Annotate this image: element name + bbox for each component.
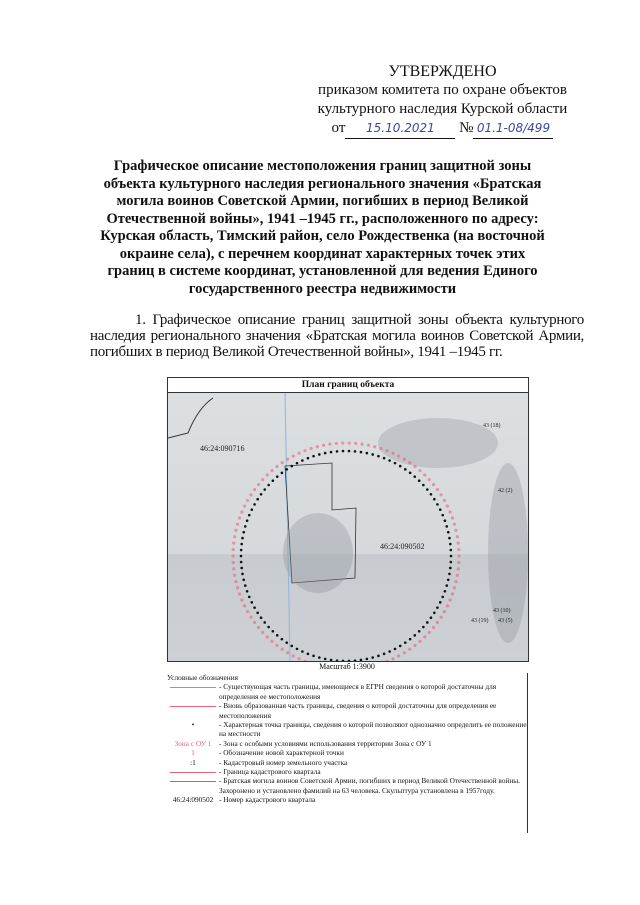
point-label-mark — [297, 452, 300, 455]
boundary-point — [242, 531, 245, 534]
point-label-mark — [232, 561, 235, 564]
from-label: от — [331, 120, 346, 136]
boundary-point — [394, 648, 397, 651]
boundary-point — [441, 514, 444, 517]
boundary-point — [318, 453, 321, 456]
boundary-point — [267, 626, 270, 629]
parcel-label: 43 (18) — [483, 423, 501, 429]
boundary-point — [448, 537, 451, 540]
point-label-mark — [443, 499, 446, 502]
boundary-point — [307, 457, 310, 460]
terrain — [283, 513, 353, 593]
point-label-mark — [457, 554, 460, 557]
boundary-point — [276, 634, 279, 637]
point-label-mark — [443, 610, 446, 613]
point-label-mark — [373, 445, 376, 448]
boundary-point — [377, 455, 380, 458]
map-title: План границ объекта — [168, 378, 528, 393]
point-label-mark — [385, 660, 388, 661]
point-label-mark — [257, 626, 260, 629]
point-label-mark — [240, 598, 243, 601]
boundary-point — [450, 561, 453, 564]
boundary-point — [444, 590, 447, 593]
parcel-label: 43 (19) — [471, 618, 489, 624]
boundary-point — [253, 503, 256, 506]
point-label-mark — [309, 447, 312, 450]
boundary-point — [354, 450, 357, 453]
legend-item — [167, 739, 527, 748]
point-label-mark — [367, 444, 370, 447]
point-label-mark — [385, 449, 388, 452]
point-label-mark — [453, 523, 456, 526]
boundary-point — [330, 451, 333, 454]
boundary-point — [436, 503, 439, 506]
road-line — [168, 398, 213, 438]
boundary-point — [281, 472, 284, 475]
point-label-mark — [232, 567, 235, 570]
legend-symbol: 1 — [191, 748, 195, 758]
point-label-mark — [436, 621, 439, 624]
boundary-point — [281, 638, 284, 641]
legend-symbol — [167, 767, 219, 776]
approval-line: культурного наследия Курской области — [317, 101, 568, 117]
approval-heading: УТВЕРЖДЕНО — [388, 63, 497, 80]
boundary-point — [409, 638, 412, 641]
point-label-mark — [423, 635, 426, 638]
boundary-point — [318, 656, 321, 659]
point-label-mark — [446, 505, 449, 508]
boundary-point — [449, 567, 452, 570]
point-label-mark — [266, 473, 269, 476]
legend-text: - Кадастровый номер земельного участка — [219, 757, 348, 767]
point-label-mark — [413, 644, 416, 647]
boundary-point — [366, 658, 369, 661]
boundary-point — [260, 616, 263, 619]
boundary-point — [433, 498, 436, 501]
point-label-mark — [236, 586, 239, 589]
boundary-point — [285, 641, 288, 644]
point-label-mark — [453, 586, 456, 589]
boundary-point — [248, 596, 251, 599]
boundary-point — [422, 626, 425, 629]
boundary-point — [430, 616, 433, 619]
point-label-mark — [232, 542, 235, 545]
point-label-mark — [391, 452, 394, 455]
point-label-mark — [335, 442, 338, 445]
point-label-mark — [246, 610, 249, 613]
legend-symbol: Зона с ОУ 1 — [174, 738, 212, 748]
point-label-mark — [234, 529, 237, 532]
boundary-point — [296, 462, 299, 465]
point-label-mark — [266, 635, 269, 638]
legend-text: - Братская могила воинов Советской Армии, погибших в период Великой Отечественной войны. Захоронено и установлено фамилий на 63 человека. Скульптура установлена в 1957году. — [219, 776, 521, 795]
legend-item — [167, 682, 527, 701]
boundary-point — [248, 514, 251, 517]
map-scale: Масштаб 1:3900 — [319, 662, 375, 671]
boundary-point — [240, 567, 243, 570]
point-label-mark — [457, 542, 460, 545]
legend-line — [170, 706, 216, 707]
legend-text: - Характерная точка границы, сведения о которой позволяют однозначно определить ее положение на местности — [219, 720, 527, 739]
point-label-mark — [243, 505, 246, 508]
boundary-point — [348, 660, 351, 661]
point-label-mark — [297, 657, 300, 660]
legend-symbol — [167, 701, 219, 720]
boundary-point — [354, 659, 357, 661]
number-label: № — [459, 120, 474, 136]
boundary-point — [256, 498, 259, 501]
boundary-point — [242, 578, 245, 581]
point-label-mark — [238, 516, 241, 519]
point-label-mark — [236, 523, 239, 526]
point-label-mark — [457, 548, 460, 551]
boundary-point — [241, 537, 244, 540]
boundary-point — [388, 650, 391, 653]
boundary-point — [250, 508, 253, 511]
point-label-mark — [413, 465, 416, 468]
boundary-point — [256, 611, 259, 614]
boundary-point — [383, 653, 386, 656]
boundary-point — [399, 645, 402, 648]
boundary-point — [241, 573, 244, 576]
boundary-point — [404, 641, 407, 644]
point-label-mark — [316, 445, 319, 448]
boundary-point — [263, 621, 266, 624]
boundary-point — [244, 584, 247, 587]
boundary-point — [296, 648, 299, 651]
point-label-mark — [253, 621, 256, 624]
approval-line: приказом комитета по охране объектов — [318, 82, 567, 98]
legend-line — [170, 772, 216, 773]
point-label-mark — [457, 561, 460, 564]
point-label-mark — [249, 493, 252, 496]
boundary-point — [450, 555, 453, 558]
legend-text: - Существующая часть границы, имеющиеся в ЕГРН сведения о которой достаточны для определения ее местоположения — [219, 682, 497, 701]
point-label-mark — [448, 598, 451, 601]
point-label-mark — [243, 604, 246, 607]
point-label-mark — [423, 473, 426, 476]
point-label-mark — [270, 469, 273, 472]
legend-item — [167, 758, 527, 767]
boundary-point — [348, 450, 351, 453]
point-label-mark — [240, 510, 243, 513]
approval-block — [305, 62, 580, 139]
point-label-mark — [360, 443, 363, 446]
point-label-mark — [261, 631, 264, 634]
boundary-point — [445, 525, 448, 528]
boundary-point — [445, 584, 448, 587]
boundary-point — [388, 459, 391, 462]
legend-item — [167, 795, 527, 804]
boundary-point — [285, 468, 288, 471]
boundary-point — [413, 475, 416, 478]
legend-item — [167, 767, 527, 776]
point-label-mark — [408, 461, 411, 464]
boundary-point — [342, 450, 345, 453]
quarter-boundary — [285, 393, 290, 661]
boundary-point — [371, 453, 374, 456]
point-label-mark — [391, 657, 394, 660]
boundary-point — [439, 508, 442, 511]
boundary-point — [441, 596, 444, 599]
legend-line — [170, 781, 216, 782]
point-label-mark — [418, 640, 421, 643]
boundary-point — [447, 531, 450, 534]
point-label-mark — [270, 640, 273, 643]
boundary-point — [263, 488, 266, 491]
point-label-mark — [292, 654, 295, 657]
point-label-mark — [418, 469, 421, 472]
boundary-point — [433, 611, 436, 614]
legend-item — [167, 748, 527, 757]
map-legend — [167, 673, 528, 833]
point-label-mark — [292, 454, 295, 457]
point-label-mark — [432, 626, 435, 629]
point-label-mark — [275, 644, 278, 647]
boundary-point — [240, 543, 243, 546]
point-label-mark — [379, 447, 382, 450]
legend-symbol — [167, 776, 219, 795]
boundary-point — [267, 484, 270, 487]
approval-number: 01.1-08/499 — [473, 119, 553, 139]
point-label-mark — [428, 478, 431, 481]
point-label-mark — [261, 478, 264, 481]
boundary-point — [250, 601, 253, 604]
boundary-point — [330, 659, 333, 661]
boundary-point — [422, 484, 425, 487]
boundary-point — [260, 493, 263, 496]
point-label-mark — [454, 529, 457, 532]
boundary-point — [290, 465, 293, 468]
boundary-point — [307, 653, 310, 656]
point-label-mark — [439, 615, 442, 618]
boundary-point — [449, 543, 452, 546]
boundary-point — [276, 475, 279, 478]
point-label-mark — [281, 461, 284, 464]
approval-date-number — [305, 119, 580, 139]
parcel-label: 43 (10) — [493, 608, 511, 614]
boundary-point — [253, 606, 256, 609]
boundary-point — [324, 658, 327, 661]
boundary-point — [244, 525, 247, 528]
boundary-point — [240, 549, 243, 552]
point-label-mark — [448, 510, 451, 513]
boundary-point — [336, 659, 339, 661]
boundary-point — [404, 468, 407, 471]
boundary-point — [272, 630, 275, 633]
boundary-point — [324, 452, 327, 455]
point-label-mark — [328, 443, 331, 446]
point-label-mark — [231, 554, 234, 557]
terrain — [378, 418, 498, 468]
boundary-point — [336, 450, 339, 453]
point-label-mark — [341, 441, 344, 444]
boundary-point — [312, 655, 315, 658]
boundary-point — [413, 634, 416, 637]
section-paragraph: 1. Графическое описание границ защитной зоны объекта культурного наследия регионального значения «Братская могила воинов Советской Армии, погибших в период Великой Отечественной войны», 1941 –1945 гг. — [90, 312, 584, 360]
legend-symbol: • — [191, 720, 195, 730]
boundary-point — [246, 590, 249, 593]
boundary-point — [290, 645, 293, 648]
legend-item — [167, 720, 527, 739]
boundary-point — [383, 457, 386, 460]
boundary-point — [246, 519, 249, 522]
point-label-mark — [403, 458, 406, 461]
boundary-point — [430, 493, 433, 496]
parcel-label: 43 (5) — [498, 618, 513, 624]
aerial-map — [168, 393, 528, 661]
boundary-point — [450, 549, 453, 552]
point-label-mark — [281, 648, 284, 651]
boundary-point — [240, 561, 243, 564]
boundary-point — [409, 472, 412, 475]
point-label-mark — [457, 567, 460, 570]
point-label-mark — [322, 444, 325, 447]
point-label-mark — [233, 535, 236, 538]
point-label-mark — [286, 458, 289, 461]
boundary-point — [436, 606, 439, 609]
point-label-mark — [275, 465, 278, 468]
point-label-mark — [446, 604, 449, 607]
point-label-mark — [436, 488, 439, 491]
point-label-mark — [249, 615, 252, 618]
point-label-mark — [354, 442, 357, 445]
legend-symbol — [167, 682, 219, 701]
point-label-mark — [451, 516, 454, 519]
legend-text: - Обозначение новой характерной точки — [219, 748, 344, 758]
quarter-label: 46:24:090716 — [200, 444, 245, 453]
point-label-mark — [456, 574, 459, 577]
point-label-mark — [454, 580, 457, 583]
point-label-mark — [456, 535, 459, 538]
point-label-mark — [303, 660, 306, 661]
boundary-point — [448, 573, 451, 576]
legend-symbol: :1 — [190, 757, 196, 767]
legend-item — [167, 701, 527, 720]
boundary-point — [272, 479, 275, 482]
point-label-mark — [403, 651, 406, 654]
point-label-mark — [439, 493, 442, 496]
legend-item — [167, 776, 527, 795]
legend-line — [170, 687, 216, 688]
boundary-point — [439, 601, 442, 604]
legend-heading: Условные обозначения — [167, 673, 238, 682]
point-label-mark — [286, 651, 289, 654]
boundary-point — [360, 659, 363, 661]
point-label-mark — [432, 483, 435, 486]
point-label-mark — [233, 574, 236, 577]
boundary-point — [399, 465, 402, 468]
boundary-point — [240, 555, 243, 558]
document-title: Графическое описание местоположения границ защитной зоны объекта культурного наследия регионального значения «Братская могила воинов Советской Армии, погибших в период Великой Отечественной войны», 1941 –1945 гг., расположенного по адресу: Курская область, Тимский район, село Рождественка (на восточной окраине села), с перечнем координат характерных точек этих границ в системе координат, установленной для ведения Единого государственного реестра недвижимости — [100, 158, 545, 297]
point-label-mark — [257, 483, 260, 486]
boundary-point — [360, 451, 363, 454]
point-label-mark — [428, 631, 431, 634]
boundary-point — [447, 578, 450, 581]
boundary-point — [371, 656, 374, 659]
approval-date: 15.10.2021 — [345, 119, 455, 139]
boundary-point — [342, 660, 345, 661]
boundary-point — [444, 519, 447, 522]
boundary-point — [366, 452, 369, 455]
boundary-point — [301, 650, 304, 653]
boundary-point — [394, 462, 397, 465]
legend-text: - Зона с особыми условиями использования территории Зона с ОУ 1 — [219, 738, 432, 748]
point-label-mark — [253, 488, 256, 491]
legend-text: - Номер кадастрового квартала — [219, 795, 316, 805]
legend-text: - Граница кадастрового квартала — [219, 767, 321, 777]
point-label-mark — [234, 580, 237, 583]
point-label-mark — [303, 449, 306, 452]
boundary-point — [418, 479, 421, 482]
boundary-point — [426, 488, 429, 491]
boundary-point — [426, 621, 429, 624]
point-label-mark — [232, 548, 235, 551]
point-label-mark — [451, 592, 454, 595]
point-label-mark — [408, 648, 411, 651]
boundary-map — [167, 377, 529, 662]
legend-text: - Вновь образованная часть границы, сведения о которой достаточны для определения ее местоположения — [219, 701, 497, 720]
quarter-label: 46:24:090502 — [380, 542, 425, 551]
point-label-mark — [348, 441, 351, 444]
boundary-point — [301, 459, 304, 462]
point-label-mark — [397, 454, 400, 457]
boundary-point — [377, 655, 380, 658]
boundary-point — [418, 630, 421, 633]
point-label-mark — [238, 592, 241, 595]
point-label-mark — [246, 499, 249, 502]
point-label-mark — [397, 654, 400, 657]
parcel-label: 42 (2) — [498, 488, 513, 494]
legend-symbol: 46:24:090502 — [172, 795, 214, 805]
boundary-point — [312, 455, 315, 458]
